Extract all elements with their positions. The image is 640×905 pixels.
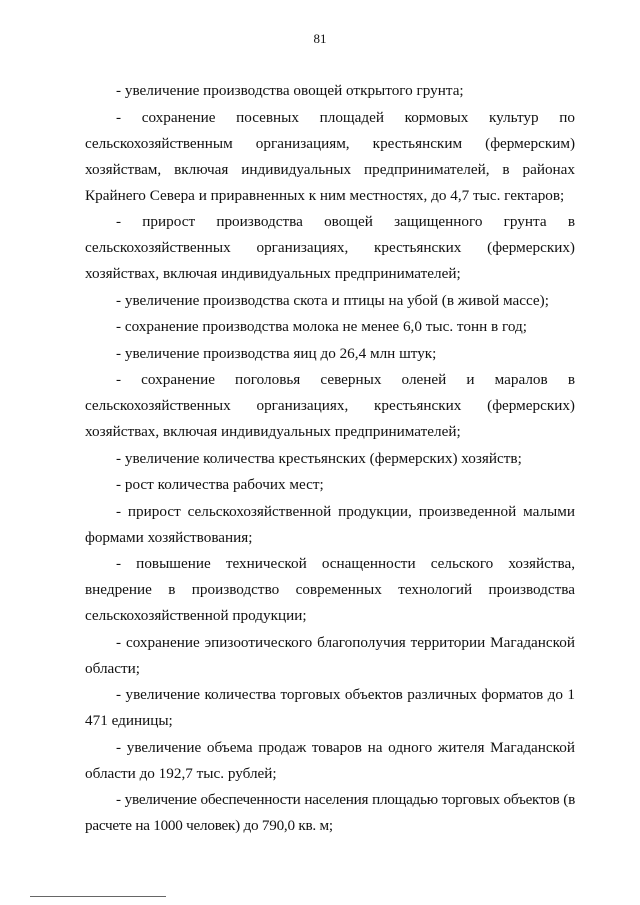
page-number: 81 [313, 31, 327, 46]
list-item: - увеличение количества крестьянских (фермерских) хозяйств; [116, 449, 522, 467]
list-item: - сохранение посевных площадей кормовых культур по сельскохозяйственным организациям, крестьянским (фермерским) хозяйствам, включая индивидуальных предпринимателей, в районах Крайнего Севера и приравненных к ним местностях, до 4,7 тыс. гектаров; [85, 108, 575, 204]
list-item: - сохранение эпизоотического благополучия территории Магаданской области; [85, 633, 575, 677]
list-item: - прирост производства овощей защищенного грунта в сельскохозяйственных организациях, крестьянских (фермерских) хозяйствах, включая индивидуальных предпринимателей; [85, 213, 575, 282]
bullet-list [85, 78, 575, 839]
list-item: - прирост сельскохозяйственной продукции, произведенной малыми формами хозяйствования; [85, 502, 575, 546]
list-item: - увеличение объема продаж товаров на одного жителя Магаданской области до 192,7 тыс. рублей; [85, 738, 575, 782]
list-item: - увеличение производства скота и птицы на убой (в живой массе); [116, 291, 549, 309]
list-item: - сохранение производства молока не менее 6,0 тыс. тонн в год; [116, 318, 527, 335]
list-item: - увеличение количества торговых объектов различных форматов до 1 471 единицы; [85, 686, 575, 729]
list-item: - рост количества рабочих мест; [116, 476, 324, 493]
list-item: - увеличение обеспеченности населения площадью торговых объектов (в расчете на 1000 человек) до 790,0 кв. м; [85, 791, 575, 834]
list-item: - увеличение производства яиц до 26,4 млн штук; [116, 344, 437, 362]
list-item: - повышение технической оснащенности сельского хозяйства, внедрение в производство современных технологий производства сельскохозяйственной продукции; [85, 555, 575, 624]
footer-rule [30, 896, 166, 897]
list-item: - сохранение поголовья северных оленей и маралов в сельскохозяйственных организациях, крестьянских (фермерских) хозяйствах, включая индивидуальных предпринимателей; [85, 371, 575, 440]
list-item: - увеличение производства овощей открытого грунта; [116, 82, 464, 99]
